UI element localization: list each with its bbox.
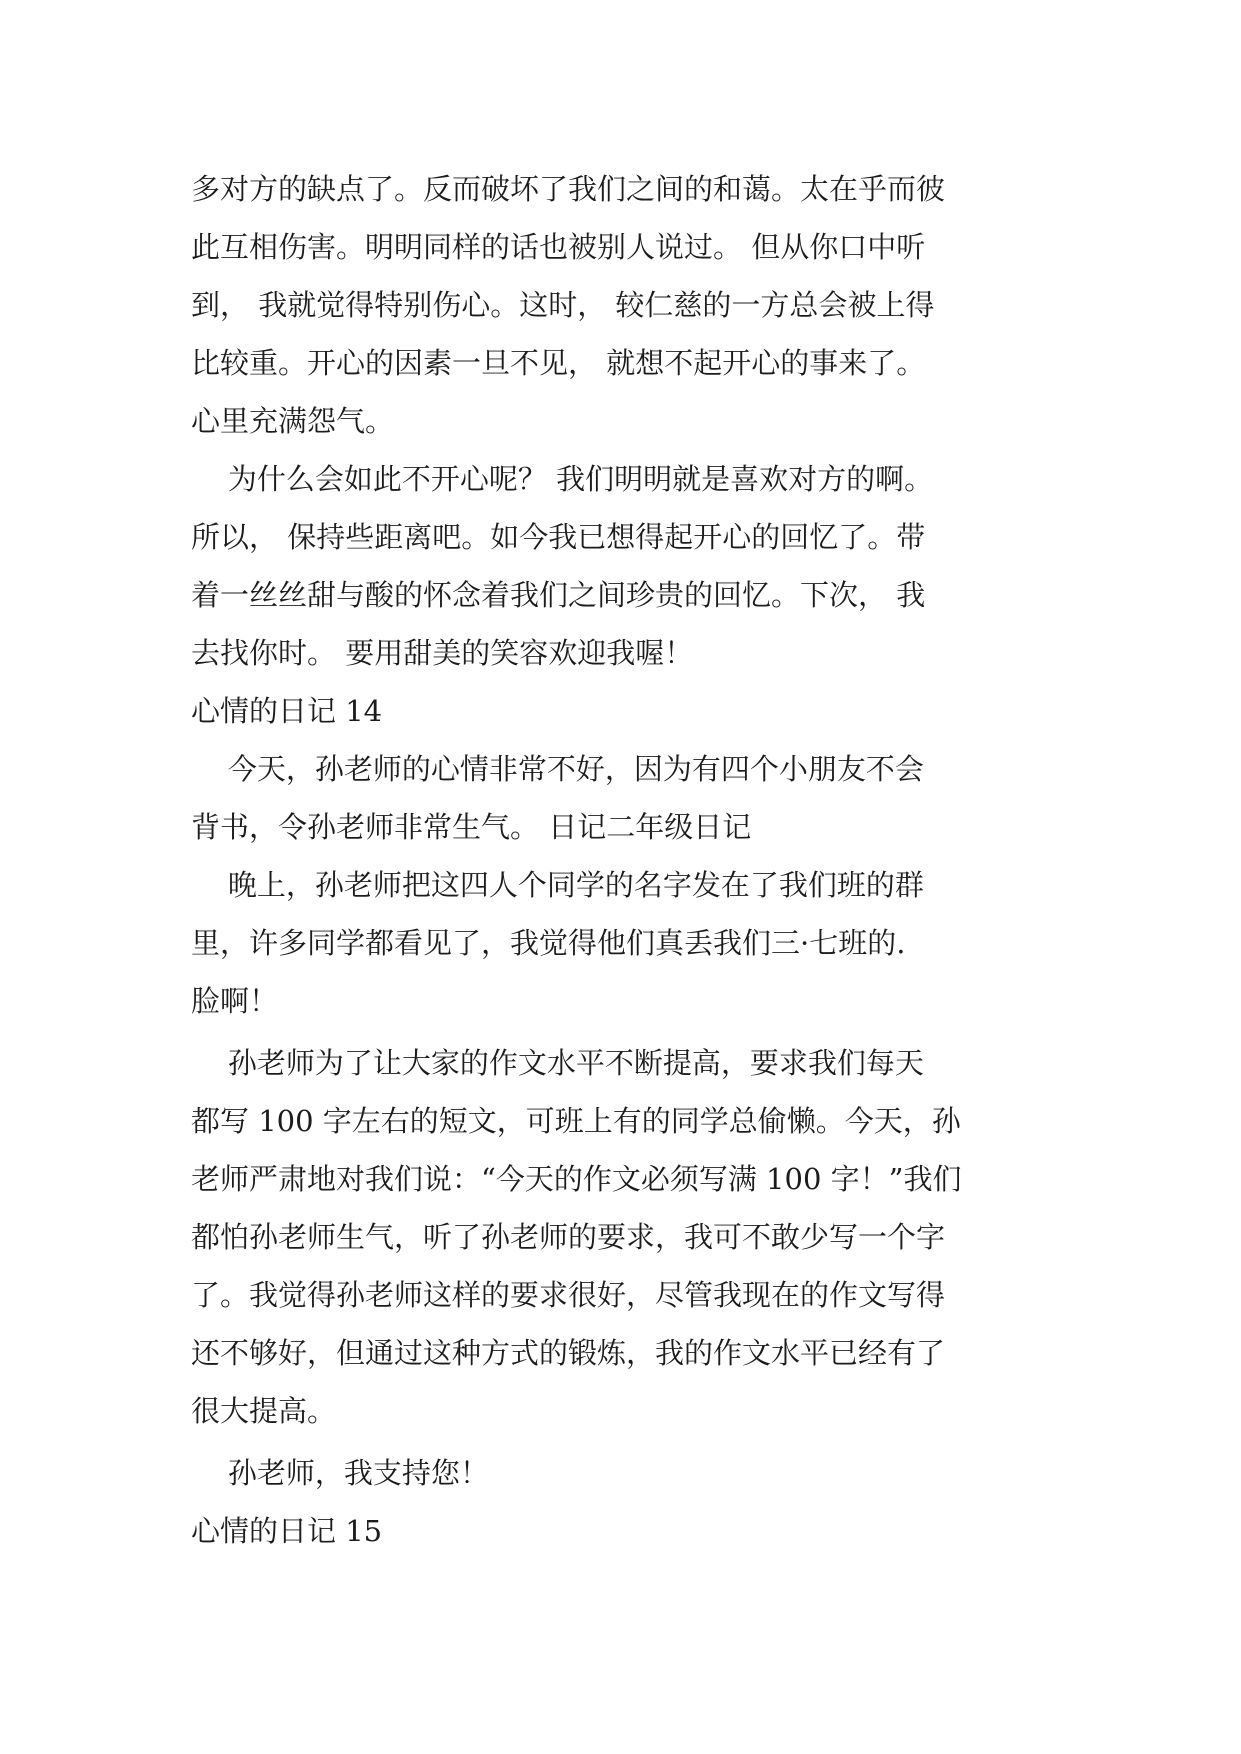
text-line-7: 所以， 保持些距离吧。如今我已想得起开心的回忆了。带 [191,520,926,554]
text-line-9: 去找你时。 要用甜美的笑容欢迎我喔！ [191,636,694,670]
paragraph-start-4: 孙老师为了让大家的作文水平不断提高，要求我们每天 [191,1046,924,1080]
section-heading-15: 心情的日记 15 [191,1514,383,1548]
paragraph-start-1: 为什么会如此不开心呢？ 我们明明就是喜欢对方的啊。 [191,462,934,496]
text-line-1: 多对方的缺点了。反而破坏了我们之间的和蔼。太在乎而彼 [191,172,946,206]
section-heading-14: 心情的日记 14 [191,694,383,728]
text-line-14: 里，许多同学都看见了，我觉得他们真丢我们三·七班的. [191,926,906,960]
text-line-8: 着一丝丝甜与酸的怀念着我们之间珍贵的回忆。下次， 我 [191,578,926,612]
text-line-20: 了。我觉得孙老师这样的要求很好，尽管我现在的作文写得 [191,1278,946,1312]
text-line-2: 此互相伤害。明明同样的话也被别人说过。 但从你口中听 [191,230,926,264]
text-line-17: 都写 100 字左右的短文，可班上有的同学总偷懒。今天，孙 [191,1104,961,1138]
text-line-19: 都怕孙老师生气，听了孙老师的要求，我可不敢少写一个字 [191,1220,946,1254]
text-line-22: 很大提高。 [191,1394,337,1428]
text-line-5: 心里充满怨气。 [191,404,395,438]
paragraph-start-2: 今天，孙老师的心情非常不好，因为有四个小朋友不会 [191,752,924,786]
text-line-21: 还不够好，但通过这种方式的锻炼，我的作文水平已经有了 [191,1336,946,1370]
paragraph-start-3: 晚上，孙老师把这四人个同学的名字发在了我们班的群 [191,868,924,902]
text-line-15: 脸啊！ [191,984,279,1018]
paragraph-start-5: 孙老师，我支持您！ [191,1456,489,1490]
text-line-4: 比较重。开心的因素一旦不见， 就想不起开心的事来了。 [191,346,926,380]
text-line-12: 背书，令孙老师非常生气。 日记二年级日记 [191,810,752,844]
document-body [191,160,1071,1560]
text-line-18: 老师严肃地对我们说：“今天的作文必须写满 100 字！”我们 [191,1162,962,1196]
text-line-3: 到， 我就觉得特别伤心。这时， 较仁慈的一方总会被上得 [191,288,935,322]
